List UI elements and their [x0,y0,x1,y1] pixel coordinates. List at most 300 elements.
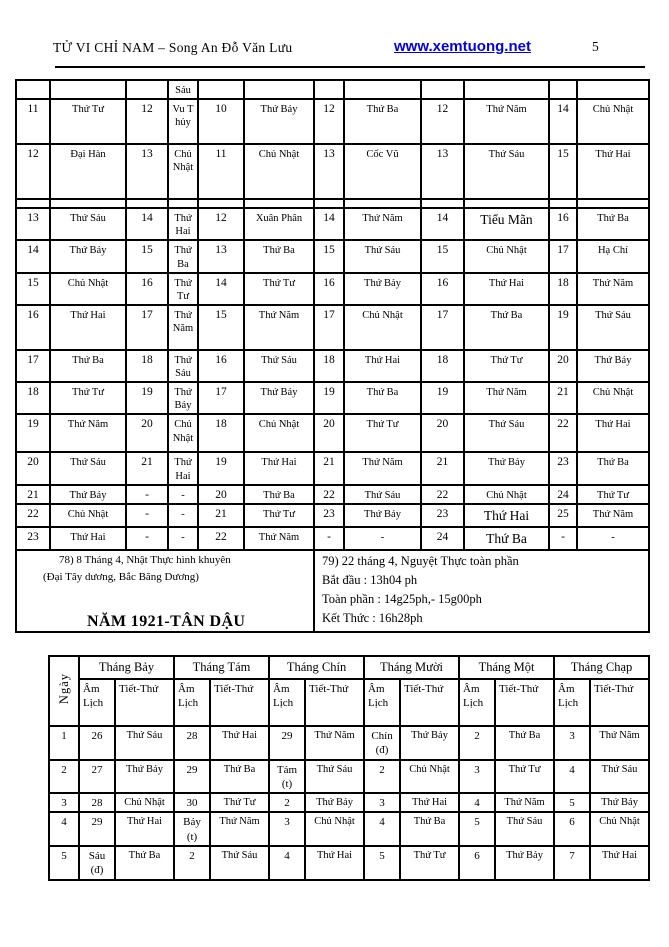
date-cell: 23 [16,527,50,550]
am-lich-cell: 3 [459,760,495,794]
am-lich-header: Âm Lịch [269,679,305,726]
am-lich-cell: 4 [269,846,305,880]
weekday-cell [464,80,549,99]
date-cell [421,199,464,208]
tiet-thu-cell: Thứ Tư [210,793,269,812]
am-lich-cell: 3 [364,793,400,812]
date-cell: 14 [198,273,244,305]
weekday-cell: Thứ Ba [244,240,314,272]
date-cell: 19 [421,382,464,414]
date-cell: 14 [16,240,50,272]
tiet-thu-cell: Thứ Tư [495,760,554,794]
website-link[interactable]: www.xemtuong.net [394,38,531,55]
day-cell: 3 [49,793,79,812]
date-cell: 23 [314,504,344,527]
date-cell: 19 [198,452,244,484]
date-cell: 25 [549,504,577,527]
date-cell: 15 [198,305,244,350]
tiet-thu-cell: Chủ Nhật [305,812,364,846]
am-lich-cell: 6 [554,812,590,846]
weekday-cell: Thứ Hai [50,305,126,350]
date-cell: 16 [16,305,50,350]
weekday-cell: Thứ Bảy [244,382,314,414]
weekday-cell: Thứ Hai [244,452,314,484]
weekday-cell: Thứ Ba [464,527,549,550]
date-cell [549,199,577,208]
date-cell: - [126,504,168,527]
date-cell: 24 [421,527,464,550]
month-header: Tháng Một [459,656,554,679]
weekday-cell: Thứ Năm [464,382,549,414]
am-lich-cell: 5 [554,793,590,812]
weekday-cell: Thứ Ba [344,382,421,414]
weekday-cell [244,80,314,99]
weekday-cell: Chủ Nhật [50,504,126,527]
tiet-thu-cell: Chủ Nhật [590,812,649,846]
date-cell: 12 [126,99,168,144]
date-cell [421,80,464,99]
am-lich-cell: 26 [79,726,115,760]
am-lich-cell: 4 [364,812,400,846]
weekday-cell: Tiểu Mãn [464,208,549,240]
am-lich-cell: 3 [269,812,305,846]
tiet-thu-cell: Thứ Năm [495,793,554,812]
date-cell: 13 [314,144,344,199]
tiet-thu-cell: Thứ Hai [115,812,174,846]
table-row [16,80,649,99]
table-row [49,760,649,794]
tiet-thu-cell: Thứ Sáu [590,760,649,794]
weekday-cell: Chủ Nhật [344,305,421,350]
day-cell: 4 [49,812,79,846]
weekday-cell: Thứ Ba [244,485,314,504]
date-cell: 16 [549,208,577,240]
am-lich-cell: Chín (đ) [364,726,400,760]
month-header: Tháng Bảy [79,656,174,679]
tiet-thu-cell: Thứ Sáu [305,760,364,794]
date-cell: 21 [16,485,50,504]
weekday-cell: Chủ Nhật [244,414,314,452]
table-row [16,273,649,305]
tiet-thu-header: Tiết-Thứ [115,679,174,726]
weekday-cell: Thứ Sáu [577,305,649,350]
weekday-cell: Cốc Vũ [344,144,421,199]
weekday-cell: Thứ Sáu [344,240,421,272]
am-lich-header: Âm Lịch [364,679,400,726]
month-header: Tháng Chạp [554,656,649,679]
weekday-cell: Sáu [168,80,198,99]
weekday-cell: Thứ Ba [168,240,198,272]
date-cell: 13 [198,240,244,272]
am-lich-header: Âm Lịch [459,679,495,726]
table-row [16,305,649,350]
date-cell: 15 [421,240,464,272]
date-cell: - [126,485,168,504]
weekday-cell: Thứ Năm [344,452,421,484]
month-header: Tháng Tám [174,656,269,679]
date-cell: 16 [421,273,464,305]
date-cell: 22 [421,485,464,504]
date-cell: 22 [314,485,344,504]
weekday-cell: Thứ Sáu [464,414,549,452]
date-cell: 22 [16,504,50,527]
date-cell: 13 [126,144,168,199]
date-cell: 14 [549,99,577,144]
weekday-cell: Thứ Bảy [50,485,126,504]
date-cell: 19 [16,414,50,452]
weekday-cell: Thứ Hai [464,504,549,527]
weekday-cell: Chủ Nhật [168,144,198,199]
table-row [16,452,649,484]
day-column-header [49,656,79,726]
weekday-cell: Chủ Nhật [168,414,198,452]
subheader-row [49,679,649,726]
date-cell: 20 [126,414,168,452]
weekday-cell: Thứ Ba [464,305,549,350]
am-lich-cell: 6 [459,846,495,880]
date-cell [16,80,50,99]
weekday-cell: Chủ Nhật [577,99,649,144]
weekday-cell: Thứ Tư [244,273,314,305]
weekday-cell: Thứ Bảy [464,452,549,484]
weekday-cell: Thứ Năm [244,305,314,350]
weekday-cell: Chủ Nhật [50,273,126,305]
page-number: 5 [592,39,599,54]
date-cell: 17 [421,305,464,350]
date-cell: 16 [126,273,168,305]
am-lich-cell: 3 [554,726,590,760]
table-row [16,382,649,414]
eclipse-calendar-table [15,79,650,633]
weekday-cell: Thứ Năm [577,273,649,305]
weekday-cell: Thứ Bảy [344,504,421,527]
date-cell: 10 [198,99,244,144]
am-lich-cell: 2 [364,760,400,794]
tiet-thu-cell: Thứ Ba [400,812,459,846]
table-row [16,414,649,452]
tiet-thu-cell: Thứ Bảy [115,760,174,794]
tiet-thu-header: Tiết-Thứ [495,679,554,726]
am-lich-cell: 2 [459,726,495,760]
weekday-cell: Chủ Nhật [464,485,549,504]
date-cell: 16 [198,350,244,382]
am-lich-cell: 29 [174,760,210,794]
tiet-thu-cell: Thứ Bảy [400,726,459,760]
date-cell: 21 [126,452,168,484]
tiet-thu-cell: Thứ Hai [210,726,269,760]
weekday-cell: Thứ Tư [464,350,549,382]
date-cell: 18 [549,273,577,305]
date-cell: 20 [549,350,577,382]
tiet-thu-cell: Thứ Hai [400,793,459,812]
date-cell: 14 [126,208,168,240]
table-row [16,208,649,240]
tiet-thu-cell: Thứ Ba [210,760,269,794]
table-row [16,240,649,272]
weekday-cell [50,199,126,208]
weekday-cell: Thứ Tư [244,504,314,527]
weekday-cell: Hạ Chí [577,240,649,272]
weekday-cell: Thứ Ba [577,452,649,484]
date-cell: - [549,527,577,550]
date-cell: 12 [16,144,50,199]
weekday-cell: Thứ Bảy [50,240,126,272]
weekday-cell: Thứ Tư [50,382,126,414]
weekday-cell: - [168,504,198,527]
date-cell: 12 [314,99,344,144]
tiet-thu-cell: Thứ Bảy [590,793,649,812]
weekday-cell [344,80,421,99]
date-cell: 18 [421,350,464,382]
table-row [49,793,649,812]
tiet-thu-cell: Thứ Sáu [115,726,174,760]
weekday-cell: Thứ Sáu [464,144,549,199]
weekday-cell: Thứ Hai [168,452,198,484]
weekday-cell: Thứ Năm [577,504,649,527]
weekday-cell: Thứ Tư [344,414,421,452]
date-cell: 21 [314,452,344,484]
am-lich-cell: 4 [459,793,495,812]
date-cell: 13 [16,208,50,240]
date-cell: 17 [126,305,168,350]
am-lich-cell: 5 [459,812,495,846]
date-cell: 12 [198,208,244,240]
weekday-cell: Thứ Hai [577,144,649,199]
weekday-cell: Thứ Sáu [50,208,126,240]
day-cell: 1 [49,726,79,760]
weekday-cell: Thứ Ba [344,99,421,144]
weekday-cell: - [168,485,198,504]
am-lich-cell: 2 [269,793,305,812]
am-lich-cell: 7 [554,846,590,880]
date-cell: 22 [549,414,577,452]
weekday-cell: Thứ Bảy [344,273,421,305]
weekday-cell: Thứ Hai [344,350,421,382]
table-row [49,846,649,880]
footnote-line: Bắt đầu : 13h04 ph [322,572,418,587]
date-cell: 15 [549,144,577,199]
weekday-cell [577,80,649,99]
date-cell: 23 [549,452,577,484]
date-cell [198,199,244,208]
am-lich-cell: Tám (t) [269,760,305,794]
table-row [49,726,649,760]
date-cell: 15 [16,273,50,305]
weekday-cell: Thứ Hai [50,527,126,550]
date-cell: 17 [314,305,344,350]
date-cell: 20 [198,485,244,504]
weekday-cell: Chủ Nhật [464,240,549,272]
month-header: Tháng Chín [269,656,364,679]
weekday-cell: Thứ Năm [344,208,421,240]
weekday-cell: Thứ Hai [464,273,549,305]
am-lich-cell: 27 [79,760,115,794]
weekday-cell: Thứ Năm [464,99,549,144]
tiet-thu-cell: Thứ Ba [115,846,174,880]
table-row [16,504,649,527]
weekday-cell [577,199,649,208]
year-section-title: NĂM 1921-TÂN DẬU [87,613,246,630]
tiet-thu-cell: Thứ Bảy [495,846,554,880]
tiet-thu-header: Tiết-Thứ [590,679,649,726]
tiet-thu-cell: Thứ Năm [590,726,649,760]
weekday-cell: Thứ Năm [168,305,198,350]
table-row [16,99,649,144]
date-cell: 21 [421,452,464,484]
weekday-cell: Chủ Nhật [577,382,649,414]
am-lich-cell: 28 [79,793,115,812]
weekday-cell: Thứ Hai [577,414,649,452]
weekday-cell [344,199,421,208]
date-cell: 18 [16,382,50,414]
weekday-cell: Thứ Hai [168,208,198,240]
am-lich-header: Âm Lịch [79,679,115,726]
weekday-cell: Xuân Phân [244,208,314,240]
weekday-cell: Vu Thủy [168,99,198,144]
footnote-line: 79) 22 tháng 4, Nguyệt Thực toàn phần [322,553,519,568]
tiet-thu-cell: Thứ Năm [305,726,364,760]
tiet-thu-cell: Thứ Sáu [210,846,269,880]
date-cell: 24 [549,485,577,504]
weekday-cell: Thứ Bảy [577,350,649,382]
table-row [49,812,649,846]
date-cell [126,199,168,208]
weekday-cell: Thứ Bảy [168,382,198,414]
day-cell: 2 [49,760,79,794]
day-column-label: Ngày [56,672,71,705]
date-cell [198,80,244,99]
date-cell: 11 [198,144,244,199]
tiet-thu-cell: Thứ Sáu [495,812,554,846]
am-lich-cell: 30 [174,793,210,812]
table-row [16,527,649,550]
weekday-cell: Thứ Ba [577,208,649,240]
weekday-cell: - [344,527,421,550]
weekday-cell: Thứ Năm [50,414,126,452]
footnote-line: (Đại Tây dương, Bắc Băng Dương) [43,570,199,583]
footnote-line: Toàn phần : 14g25ph,- 15g00ph [322,591,482,606]
am-lich-cell: Sáu (đ) [79,846,115,880]
date-cell: 18 [314,350,344,382]
tiet-thu-cell: Thứ Ba [495,726,554,760]
date-cell: 11 [16,99,50,144]
weekday-cell: Thứ Tư [168,273,198,305]
date-cell: 15 [126,240,168,272]
date-cell: 20 [421,414,464,452]
footnote-right [314,550,649,632]
weekday-cell: Thứ Sáu [344,485,421,504]
am-lich-header: Âm Lịch [174,679,210,726]
weekday-cell: Thứ Ba [50,350,126,382]
weekday-cell: Đại Hàn [50,144,126,199]
tiet-thu-cell: Thứ Tư [400,846,459,880]
weekday-cell [244,199,314,208]
date-cell: - [314,527,344,550]
date-cell: 18 [198,414,244,452]
date-cell: 21 [549,382,577,414]
tiet-thu-header: Tiết-Thứ [305,679,364,726]
weekday-cell [168,199,198,208]
date-cell: 14 [314,208,344,240]
date-cell [314,199,344,208]
date-cell: 19 [126,382,168,414]
date-cell: 20 [16,452,50,484]
header-divider [55,66,645,68]
weekday-cell [464,199,549,208]
year-1921-table [48,655,650,881]
table-row [16,485,649,504]
date-cell: 12 [421,99,464,144]
tiet-thu-cell: Thứ Hai [305,846,364,880]
tiet-thu-cell: Thứ Bảy [305,793,364,812]
date-cell [126,80,168,99]
table-row [16,199,649,208]
date-cell: 20 [314,414,344,452]
month-header: Tháng Mười [364,656,459,679]
weekday-cell: Thứ Tư [577,485,649,504]
date-cell: 19 [549,305,577,350]
date-cell: 16 [314,273,344,305]
date-cell: 17 [198,382,244,414]
footnote-line: Kết Thức : 16h28ph [322,610,423,625]
weekday-cell: - [168,527,198,550]
date-cell: 13 [421,144,464,199]
am-lich-cell: 28 [174,726,210,760]
date-cell: 22 [198,527,244,550]
date-cell: - [126,527,168,550]
date-cell: 17 [549,240,577,272]
tiet-thu-cell: Thứ Năm [210,812,269,846]
weekday-cell: Chủ Nhật [244,144,314,199]
date-cell: 19 [314,382,344,414]
weekday-cell: Thứ Sáu [244,350,314,382]
weekday-cell: Thứ Sáu [168,350,198,382]
weekday-cell: Thứ Tư [50,99,126,144]
book-title: TỬ VI CHỈ NAM – Song An Đỗ Văn Lưu [53,40,293,55]
tiet-thu-header: Tiết-Thứ [400,679,459,726]
am-lich-cell: 2 [174,846,210,880]
date-cell [549,80,577,99]
date-cell [16,199,50,208]
footnote-line: 78) 8 Tháng 4, Nhật Thực hình khuyên [59,553,231,566]
am-lich-cell: 5 [364,846,400,880]
weekday-cell: Thứ Bảy [244,99,314,144]
am-lich-header: Âm Lịch [554,679,590,726]
date-cell: 23 [421,504,464,527]
tiet-thu-cell: Chủ Nhật [400,760,459,794]
am-lich-cell: 29 [269,726,305,760]
date-cell: 17 [16,350,50,382]
am-lich-cell: Bảy (t) [174,812,210,846]
date-cell: 18 [126,350,168,382]
date-cell: 21 [198,504,244,527]
tiet-thu-cell: Chủ Nhật [115,793,174,812]
am-lich-cell: 29 [79,812,115,846]
date-cell: 15 [314,240,344,272]
weekday-cell [50,80,126,99]
weekday-cell: Thứ Sáu [50,452,126,484]
tiet-thu-cell: Thứ Hai [590,846,649,880]
date-cell: 14 [421,208,464,240]
month-header-row [49,656,649,679]
table-row [16,350,649,382]
weekday-cell: - [577,527,649,550]
date-cell [314,80,344,99]
day-cell: 5 [49,846,79,880]
am-lich-cell: 4 [554,760,590,794]
weekday-cell: Thứ Năm [244,527,314,550]
table-row [16,144,649,199]
